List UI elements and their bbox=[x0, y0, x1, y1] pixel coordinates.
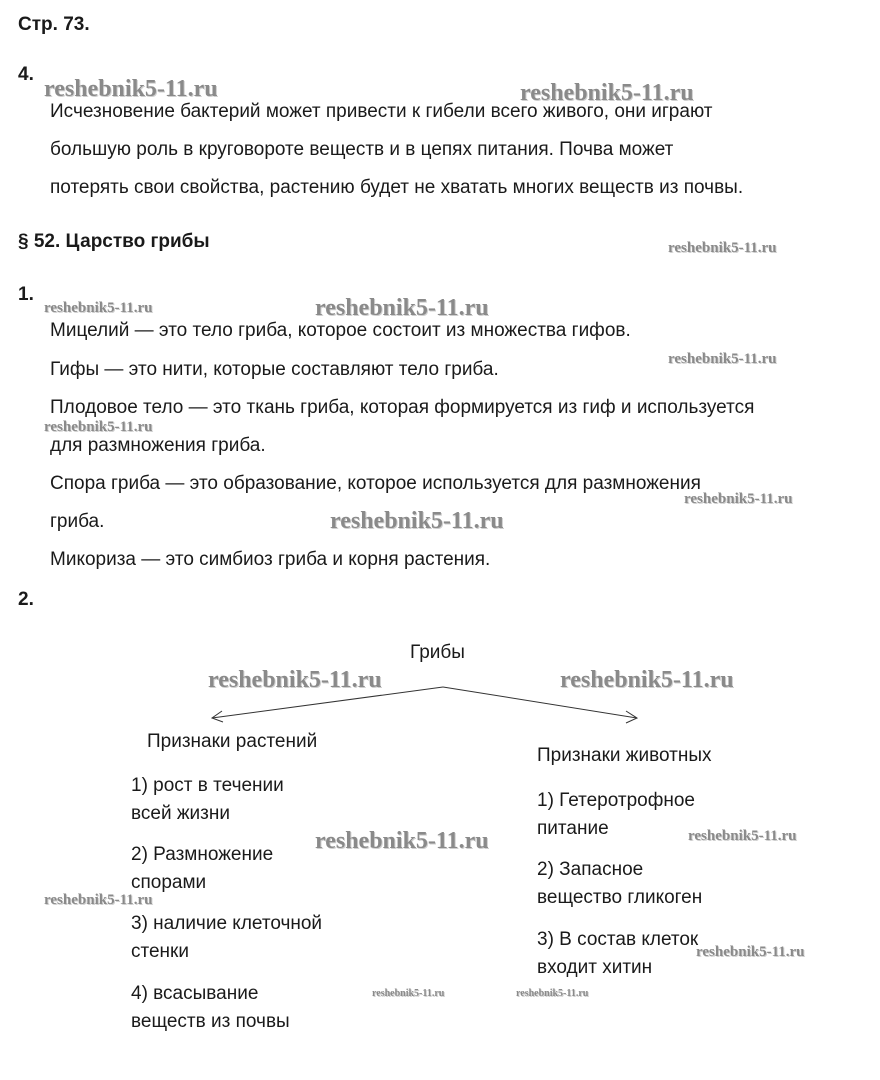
plants-item bbox=[131, 841, 273, 897]
animals-item-line: входит хитин bbox=[537, 957, 653, 978]
plants-heading: Признаки растений bbox=[147, 731, 318, 752]
plants-item-line: стенки bbox=[131, 941, 189, 962]
animals-item-line: вещество гликоген bbox=[537, 887, 703, 908]
watermark: reshebnik5-11.ru bbox=[372, 988, 445, 999]
task4-line: потерять свои свойства, растению будет не хватать многих веществ из почвы. bbox=[50, 177, 744, 198]
watermark: reshebnik5-11.ru bbox=[560, 667, 734, 693]
definition-spore: Спора гриба — это образование, которое используется для размножения bbox=[50, 473, 701, 494]
animals-item-line: 3) В состав клеток bbox=[537, 929, 699, 950]
watermark: reshebnik5-11.ru bbox=[44, 300, 153, 316]
watermark: reshebnik5-11.ru bbox=[688, 828, 797, 844]
watermark: reshebnik5-11.ru bbox=[44, 892, 153, 908]
watermark: reshebnik5-11.ru bbox=[668, 351, 777, 367]
animals-item-line: питание bbox=[537, 818, 609, 839]
animals-item bbox=[537, 787, 695, 843]
plants-item-line: веществ из почвы bbox=[131, 1011, 290, 1032]
plants-item bbox=[131, 980, 290, 1036]
task1-number: 1. bbox=[18, 284, 34, 305]
animals-item bbox=[537, 856, 702, 912]
task4-line: большую роль в круговороте веществ и в цепях питания. Почва может bbox=[50, 139, 674, 160]
definition-hyphae: Гифы — это нити, которые составляют тело гриба. bbox=[50, 359, 499, 380]
task2-number: 2. bbox=[18, 589, 34, 610]
plants-item bbox=[131, 910, 322, 966]
watermark: reshebnik5-11.ru bbox=[315, 295, 489, 321]
plants-item-line: спорами bbox=[131, 872, 207, 893]
definition-fruiting-body-cont: для размножения гриба. bbox=[50, 435, 266, 456]
definition-mycelium: Мицелий — это тело гриба, которое состоит из множества гифов. bbox=[50, 320, 631, 341]
watermark: reshebnik5-11.ru bbox=[684, 491, 793, 507]
watermark: reshebnik5-11.ru bbox=[44, 76, 218, 102]
watermark: reshebnik5-11.ru bbox=[208, 667, 382, 693]
plants-item-line: всей жизни bbox=[131, 803, 230, 824]
animals-item-line: 2) Запасное bbox=[537, 859, 644, 880]
watermark: reshebnik5-11.ru bbox=[516, 988, 589, 999]
task4-line: Исчезновение бактерий может привести к гибели всего живого, они играют bbox=[50, 101, 713, 122]
plants-item-line: 3) наличие клеточной bbox=[131, 913, 323, 934]
definition-fruiting-body: Плодовое тело — это ткань гриба, которая формируется из гиф и используется bbox=[50, 397, 755, 418]
task4-number: 4. bbox=[18, 64, 34, 85]
plants-item bbox=[131, 772, 284, 828]
animals-item-line: 1) Гетеротрофное bbox=[537, 790, 695, 811]
diagram-root-label: Грибы bbox=[410, 642, 465, 663]
plants-item-line: 2) Размножение bbox=[131, 844, 274, 865]
animals-item bbox=[537, 926, 698, 982]
watermark: reshebnik5-11.ru bbox=[315, 828, 489, 854]
section-title: § 52. Царство грибы bbox=[18, 231, 210, 252]
plants-item-line: 1) рост в течении bbox=[131, 775, 284, 796]
page-label: Стр. 73. bbox=[18, 14, 90, 35]
watermark: reshebnik5-11.ru bbox=[668, 240, 777, 256]
watermark: reshebnik5-11.ru bbox=[696, 944, 805, 960]
animals-heading: Признаки животных bbox=[537, 745, 712, 766]
watermark: reshebnik5-11.ru bbox=[44, 419, 153, 435]
definition-spore-cont: гриба. bbox=[50, 511, 105, 532]
watermark: reshebnik5-11.ru bbox=[330, 508, 504, 534]
plants-item-line: 4) всасывание bbox=[131, 983, 259, 1004]
watermark: reshebnik5-11.ru bbox=[520, 80, 694, 106]
definition-mycorrhiza: Микориза — это симбиоз гриба и корня растения. bbox=[50, 549, 491, 570]
